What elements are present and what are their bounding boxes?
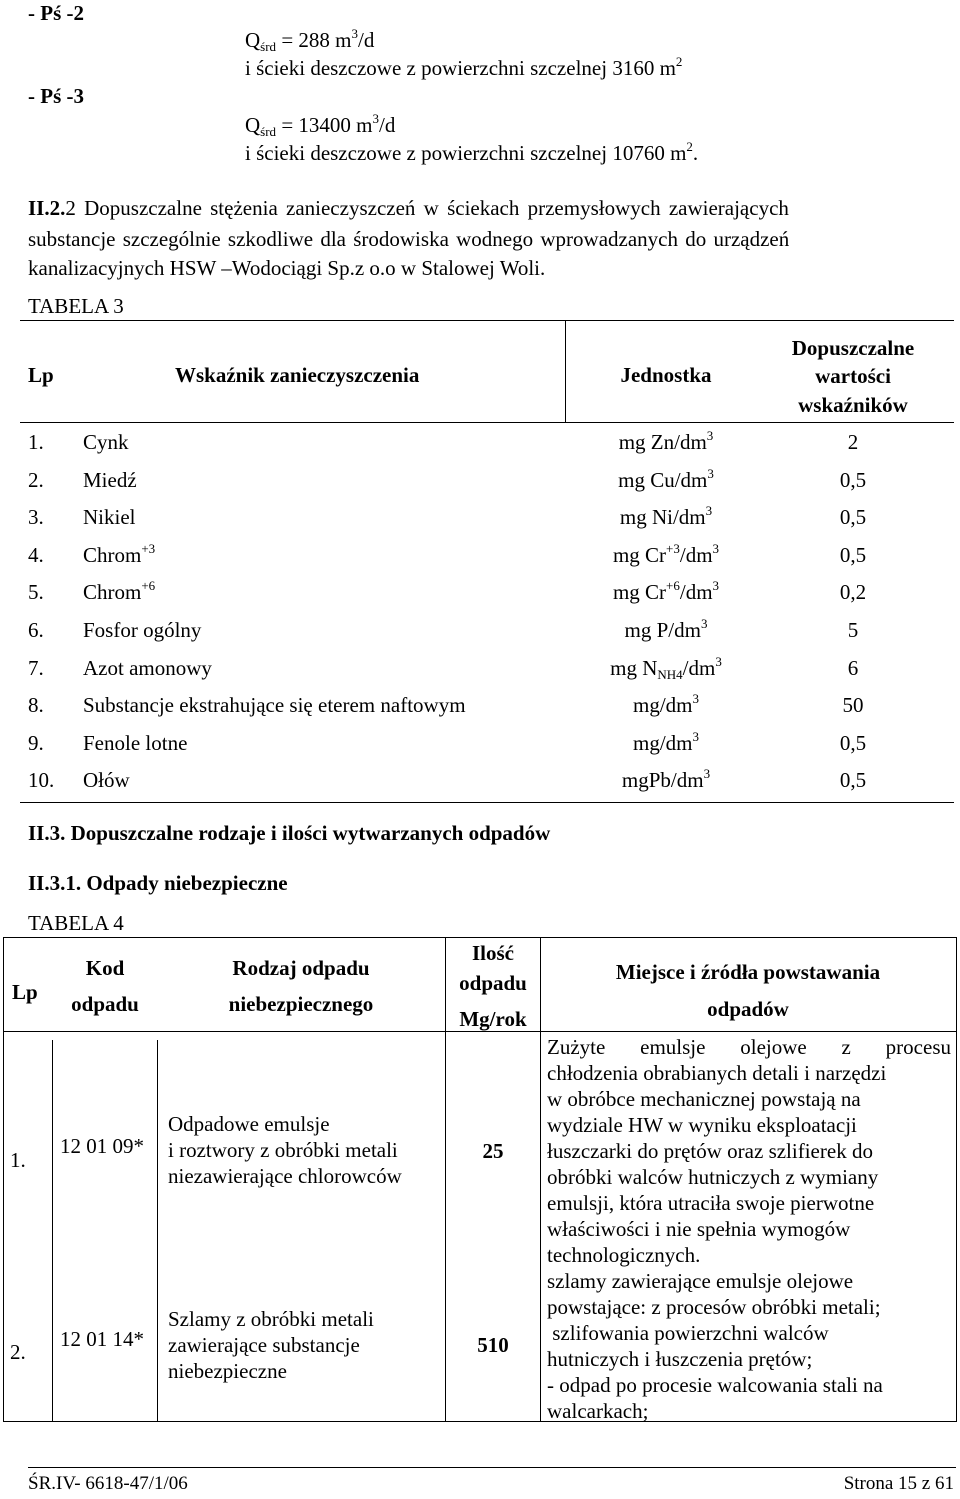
section-ii3-heading: II.3. Dopuszczalne rodzaje i ilości wytwarzanych odpadów	[28, 821, 551, 845]
table3-row-name: Cynk	[83, 430, 129, 454]
table4-title: TABELA 4	[28, 911, 124, 935]
table4-right-border	[956, 937, 957, 1421]
table3-row-value: 0,5	[839, 468, 867, 492]
table3-row-lp: 9.	[28, 731, 44, 755]
table3-row-value: 0,5	[839, 505, 867, 529]
table4-row2-lp: 2.	[10, 1340, 26, 1364]
table3-row-unit: $mg/dm^3$	[632, 691, 699, 717]
table3-header-name: Wskaźnik zanieczyszczenia	[175, 363, 420, 387]
table3-row-name: Substancje ekstrahujące się eterem naftowym	[83, 693, 466, 717]
table4-col-divider-3	[445, 937, 446, 1421]
table4-row1-type: Odpadowe emulsje i roztwory z obróbki metali niezawierające chlorowców	[168, 1112, 402, 1188]
table3-row-value: 6	[847, 656, 859, 680]
table4-row2-type: Szlamy z obróbki metali zawierające substancje niebezpieczne	[168, 1307, 374, 1383]
footer-reference: ŚR.IV- 6618-47/1/06	[28, 1473, 188, 1494]
ps3-flow: $Q_{śrd} = 13400$ $m^3/d$	[245, 111, 396, 139]
table3-header-rule	[20, 422, 954, 423]
table3-row-unit: mgPb/$dm^3$	[621, 766, 711, 792]
footer-rule	[28, 1467, 956, 1468]
table3-row-lp: 4.	[28, 543, 44, 567]
table3-row-lp: 3.	[28, 505, 44, 529]
table3-row-name: Azot amonowy	[83, 656, 212, 680]
table4-col-divider-1a	[52, 1040, 53, 1268]
table3-header-value-l1: Dopuszczalne	[791, 336, 915, 360]
table4-row1-qty: 25	[482, 1139, 504, 1163]
table3-row-unit: mg $N_{NH4}/dm^3$	[610, 654, 722, 682]
table4-header-type-l1: Rodzaj odpadu	[232, 956, 370, 980]
table4-header-code-l1: Kod	[85, 956, 125, 980]
ps2-flow: $Q_{śrd} = 288$ $m^3/d$	[245, 26, 375, 54]
table3-header-value-l3: wskaźników	[798, 393, 908, 417]
table3-top-rule	[20, 320, 954, 321]
ps2-rain: i ścieki deszczowe z powierzchni szczelnej 3160 $m^2$	[245, 54, 683, 80]
table3-row-lp: 7.	[28, 656, 44, 680]
table4-header-source-l1: Miejsce i źródła powstawania	[615, 960, 881, 984]
table3-row-unit: mg $Cr^{+6}/dm^3$	[612, 578, 720, 604]
table3-row-unit: mg $Zn/dm^3$	[618, 428, 714, 454]
table4-row2-source: szlamy zawierające emulsje olejowe powstające: z procesów obróbki metali; szlifowania powierzchni walców hutniczych i łuszczenia prętów; - odpad po procesie walcowania stali na walcarkach;	[547, 1269, 883, 1423]
table4-header-rule	[3, 1031, 957, 1032]
table3-row-value: 5	[847, 618, 859, 642]
table3-row-unit: mg $Cr^{+3}/dm^3$	[612, 541, 720, 567]
table4-col-divider-2b	[157, 1268, 158, 1421]
table3-row-value: 0,2	[839, 580, 867, 604]
table3-row-unit: $mg/dm^3$	[632, 729, 699, 755]
table3-row-unit: mg $Cu/dm^3$	[618, 466, 714, 492]
table3-row-value: 50	[842, 693, 864, 717]
table4-row1-lp: 1.	[10, 1148, 26, 1172]
table4-header-source-l2: odpadów	[707, 997, 789, 1021]
table4-header-qty-l2: odpadu	[459, 971, 527, 995]
section-ii22-line3: kanalizacyjnych HSW –Wodociągi Sp.z o.o w Stalowej Woli.	[28, 256, 546, 280]
table3-row-unit: mg $Ni/dm^3$	[619, 503, 713, 529]
table3-row-name: Ołów	[83, 768, 130, 792]
section-ii31-heading: II.3.1. Odpady niebezpieczne	[28, 871, 288, 895]
table3-bottom-rule	[20, 802, 954, 803]
table4-top-rule	[3, 937, 957, 938]
section-ii22-line1: II.2.2 Dopuszczalne stężenia zanieczyszczeń w ściekach przemysłowych zawierających	[28, 196, 789, 220]
table3-row-name: Chrom$^{+6}$	[83, 578, 156, 604]
table4-row2-qty: 510	[477, 1333, 509, 1357]
table4-header-code-l2: odpadu	[71, 992, 139, 1016]
table3-row-lp: 2.	[28, 468, 44, 492]
footer-page-number: Strona 15 z 61	[843, 1473, 954, 1494]
ps3-rain: i ścieki deszczowe z powierzchni szczelnej 10760 $m^2$.	[245, 139, 699, 165]
table3-header-lp: Lp	[28, 363, 54, 387]
section-ii22-line2: substancje szczególnie szkodliwe dla środowiska wodnego wprowadzanych do urządzeń	[28, 227, 790, 251]
table3-row-lp: 10.	[28, 768, 55, 792]
table4-col-divider-2a	[157, 1040, 158, 1268]
table3-row-value: 2	[847, 430, 859, 454]
table4-left-border	[3, 937, 4, 1421]
table4-col-divider-4	[540, 937, 541, 1421]
table3-row-unit: mg $P/dm^3$	[624, 616, 708, 642]
table4-row2-code: 12 01 14*	[60, 1327, 144, 1351]
table3-row-name: Fenole lotne	[83, 731, 188, 755]
table3-header-unit: Jednostka	[620, 363, 712, 387]
ps2-label: - Pś -2	[28, 1, 84, 25]
table3-row-name: Miedź	[83, 468, 137, 492]
table3-row-name: Nikiel	[83, 505, 136, 529]
table3-row-value: 0,5	[839, 731, 867, 755]
ps3-label: - Pś -3	[28, 84, 84, 108]
table4-header-qty-l3: Mg/rok	[459, 1007, 527, 1031]
table3-title: TABELA 3	[28, 294, 124, 318]
table3-row-lp: 1.	[28, 430, 44, 454]
table4-row1-code: 12 01 09*	[60, 1134, 144, 1158]
table4-col-divider-1b	[52, 1268, 53, 1421]
table4-row1-source: Zużyte emulsje olejowe z procesu chłodzenia obrabianych detali i narzędzi w obróbce mechanicznej powstają na wydziale HW w wyniku eksploatacji łuszczarki do prętów oraz szlifierek do obróbki walców hutniczych z wymiany emulsji, która utraciła swoje pierwotne właściwości i nie spełnia wymogów technologicznych.	[547, 1035, 951, 1267]
table3-row-lp: 5.	[28, 580, 44, 604]
table3-row-name: Chrom$^{+3}$	[83, 541, 156, 567]
table4-header-qty-l1: Ilość	[472, 941, 514, 965]
table3-row-lp: 6.	[28, 618, 44, 642]
table3-header-value-l2: wartości	[815, 364, 891, 388]
table4-header-type-l2: niebezpiecznego	[228, 992, 374, 1016]
table4-header-lp: Lp	[12, 980, 38, 1004]
table3-row-value: 0,5	[839, 543, 867, 567]
table3-row-name: Fosfor ogólny	[83, 618, 202, 642]
table3-row-value: 0,5	[839, 768, 867, 792]
table3-row-lp: 8.	[28, 693, 44, 717]
